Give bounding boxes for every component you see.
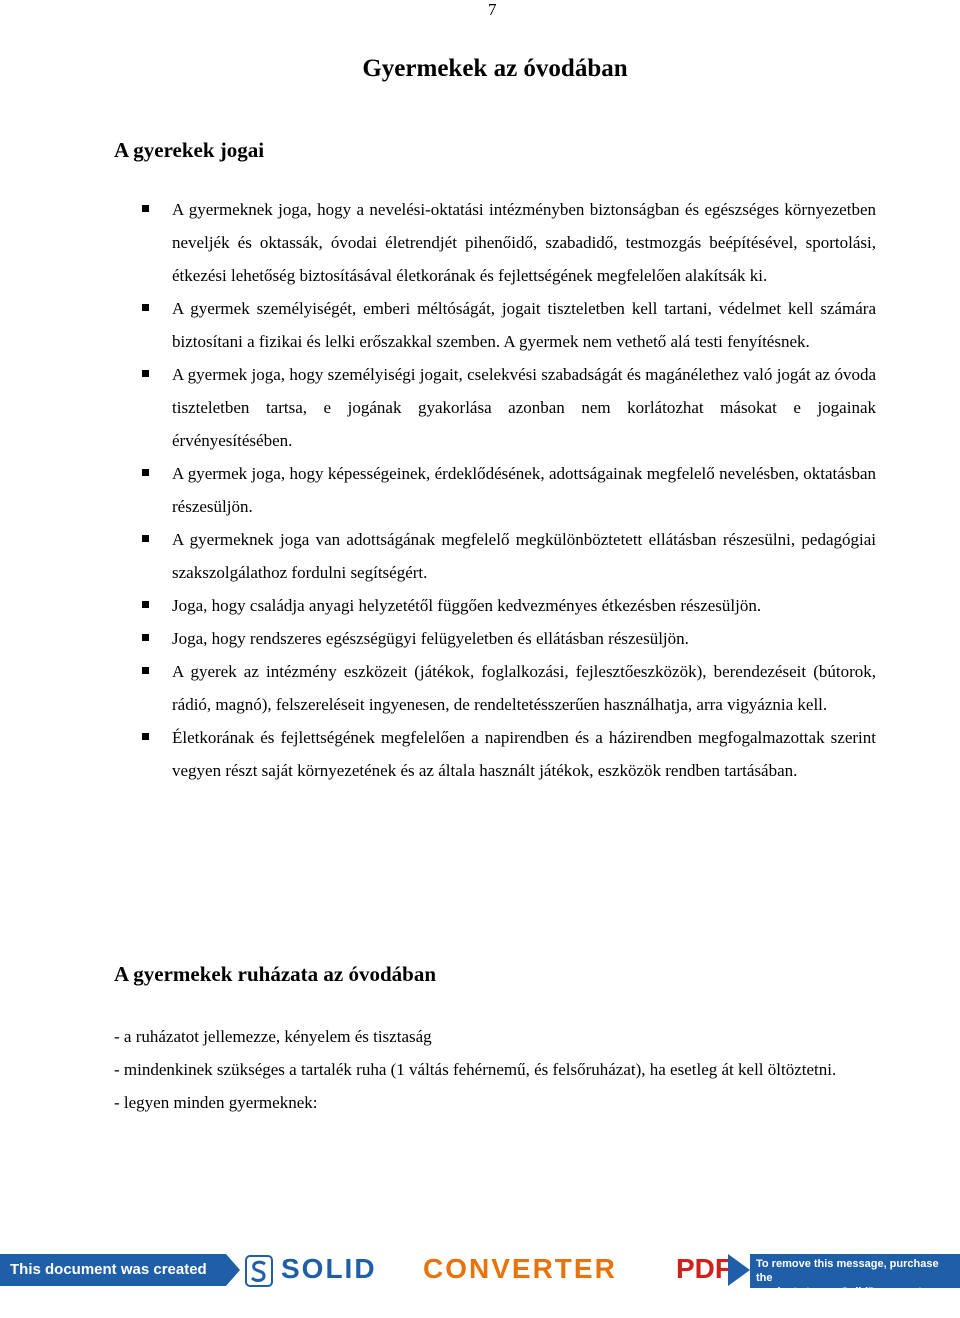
list-item: [142, 622, 876, 655]
list-item-text: A gyermek joga, hogy személyiségi jogait, cselekvési szabadságát és magánélethez való jogát az óvoda tiszteletben tartsa, e jogának gyakorlása azonban nem korlátozhat másokat e jogainak érvényesítésében.: [172, 365, 876, 450]
section-heading-rights: A gyerekek jogai: [114, 138, 265, 162]
square-bullet-icon: [142, 733, 149, 740]
list-item-text: Életkorának és fejlettségének megfelelően a napirendben és a házirendben megfogalmazottak szerint vegyen részt saját környezetének és az általa használt játékok, eszközök rendben tartásában.: [172, 728, 876, 780]
section-heading-clothing: A gyermekek ruházata az óvodában: [114, 962, 436, 986]
purchase-message[interactable]: [750, 1254, 960, 1298]
clothing-list: [114, 1020, 876, 1119]
page-number: 7: [488, 0, 497, 19]
list-item-text: Joga, hogy családja anyagi helyzetétől függően kedvezményes étkezésben részesüljön.: [172, 596, 762, 615]
solid-logo-icon: [245, 1255, 273, 1287]
square-bullet-icon: [142, 370, 149, 377]
rights-list: [142, 193, 876, 787]
brand-converter-text: CONVERTER: [423, 1253, 617, 1284]
brand-solid-text: SOLID: [281, 1253, 377, 1284]
list-item: [142, 523, 876, 589]
watermark-banner: [0, 1249, 960, 1310]
clothing-line: - legyen minden gyermeknek:: [114, 1093, 318, 1112]
banner-created-text: This document was created using: [0, 1254, 226, 1286]
square-bullet-icon: [142, 304, 149, 311]
list-item: [142, 589, 876, 622]
list-item: [142, 655, 876, 721]
list-item-text: Joga, hogy rendszeres egészségügyi felügyeletben és ellátásban részesüljön.: [172, 629, 689, 648]
purchase-line-2: product at www.SolidDocuments.com: [756, 1286, 954, 1298]
brand-pdf-text: PDF: [676, 1253, 732, 1284]
square-bullet-icon: [142, 667, 149, 674]
clothing-line: - a ruházatot jellemezze, kényelem és tisztaság: [114, 1027, 432, 1046]
list-item: [142, 193, 876, 292]
square-bullet-icon: [142, 205, 149, 212]
banner-arrow-icon: [226, 1254, 240, 1286]
list-item: [142, 292, 876, 358]
square-bullet-icon: [142, 535, 149, 542]
list-item: [142, 457, 876, 523]
page-title: Gyermekek az óvodában: [362, 55, 628, 82]
list-item-text: A gyermeknek joga van adottságának megfelelő megkülönböztetett ellátásban részesülni, pedagógiai szakszolgálathoz fordulni segítségért.: [172, 530, 876, 582]
list-item-text: A gyermeknek joga, hogy a nevelési-oktatási intézményben biztonságban és egészséges környezetben neveljék és oktassák, óvodai életrendjét pihenőidő, szabadidő, testmozgás beépítésével, sportolási, étkezési lehetőség biztosításával életkorának és fejlettségének megfelelően alakítsák ki.: [172, 200, 876, 285]
list-item-text: A gyerek az intézmény eszközeit (játékok, foglalkozási, fejlesztőeszközök), berendezéseit (bútorok, rádió, magnó), felszereléseit ingyenesen, de rendeltetésszerűen használhatja, arra vigyáznia kell.: [172, 662, 876, 714]
list-item-text: A gyermek joga, hogy képességeinek, érdeklődésének, adottságainak megfelelő nevelésben, oktatásban részesüljön.: [172, 464, 876, 516]
list-item: [142, 721, 876, 787]
banner-right-arrow-icon: [728, 1254, 750, 1286]
purchase-line-1: To remove this message, purchase the: [756, 1258, 939, 1284]
square-bullet-icon: [142, 634, 149, 641]
square-bullet-icon: [142, 469, 149, 476]
clothing-line: - mindenkinek szükséges a tartalék ruha (1 váltás fehérnemű, és felsőruházat), ha esetleg át kell öltöztetni.: [114, 1060, 837, 1079]
list-item: [142, 358, 876, 457]
square-bullet-icon: [142, 601, 149, 608]
list-item-text: A gyermek személyiségét, emberi méltóságát, jogait tiszteletben kell tartani, védelmet kell számára biztosítani a fizikai és lelki erőszakkal szemben. A gyermek nem vethető alá testi fenyítésnek.: [172, 299, 876, 351]
